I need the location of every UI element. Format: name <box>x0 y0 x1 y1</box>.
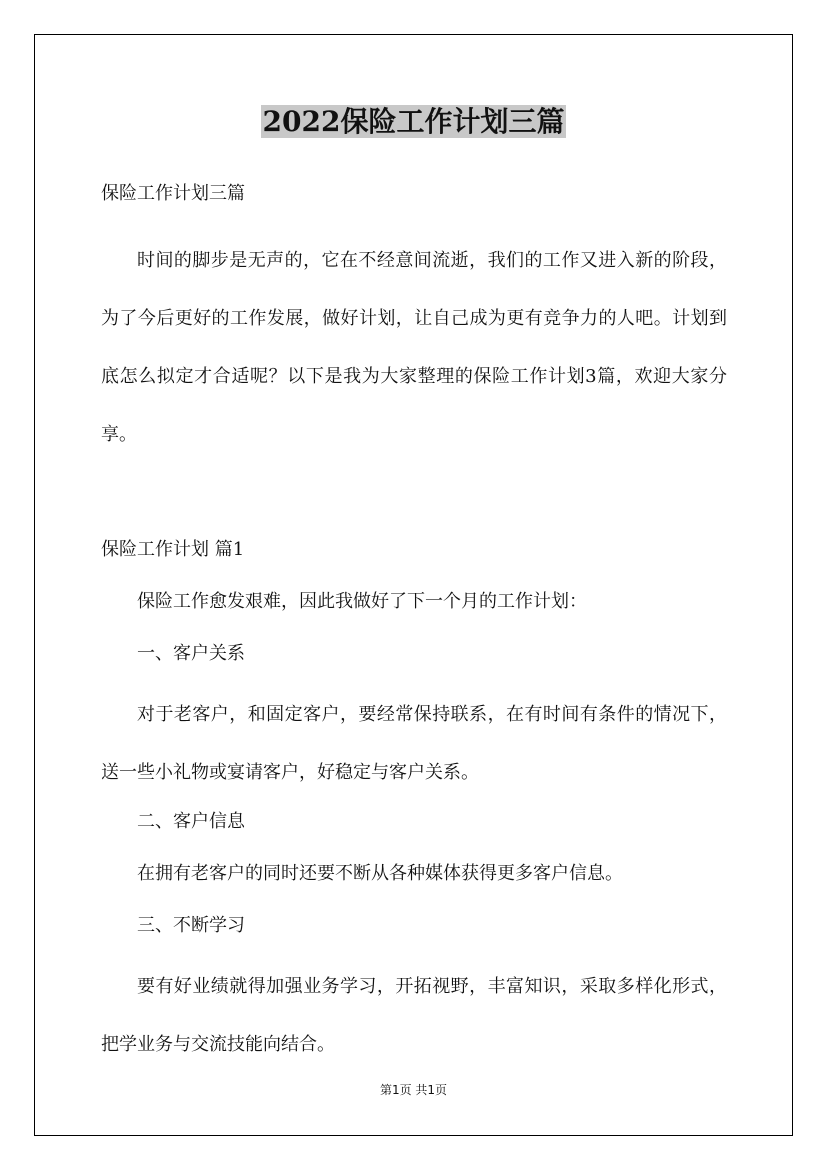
item3-title: 三、不断学习 <box>137 915 245 936</box>
section1-lead: 保险工作愈发艰难，因此我做好了下一个月的工作计划： <box>137 591 587 612</box>
document-title <box>0 100 827 144</box>
intro-paragraph: 时间的脚步是无声的，它在不经意间流逝，我们的工作又进入新的阶段，为了今后更好的工作发展，做好计划，让自己成为更有竞争力的人吧。计划到底怎么拟定才合适呢？以下是我为大家整理的保险工作计划3篇，欢迎大家分享。 <box>101 250 727 445</box>
item2-title: 二、客户信息 <box>137 811 245 832</box>
page-footer: 第1页 共1页 <box>379 1083 448 1097</box>
section-gap <box>101 464 727 530</box>
subtitle: 保险工作计划三篇 <box>101 183 245 204</box>
document-body <box>101 174 727 1074</box>
item1-body: 对于老客户，和固定客户，要经常保持联系，在有时间有条件的情况下，送一些小礼物或宴请客户，好稳定与客户关系。 <box>101 704 727 783</box>
item1-title: 一、客户关系 <box>137 643 245 664</box>
section1-heading: 保险工作计划 篇1 <box>101 539 245 560</box>
item2-body: 在拥有老客户的同时还要不断从各种媒体获得更多客户信息。 <box>137 863 623 884</box>
item3-body: 要有好业绩就得加强业务学习，开拓视野，丰富知识，采取多样化形式，把学业务与交流技能向结合。 <box>101 976 727 1055</box>
document-title-text: 2022保险工作计划三篇 <box>262 105 565 138</box>
